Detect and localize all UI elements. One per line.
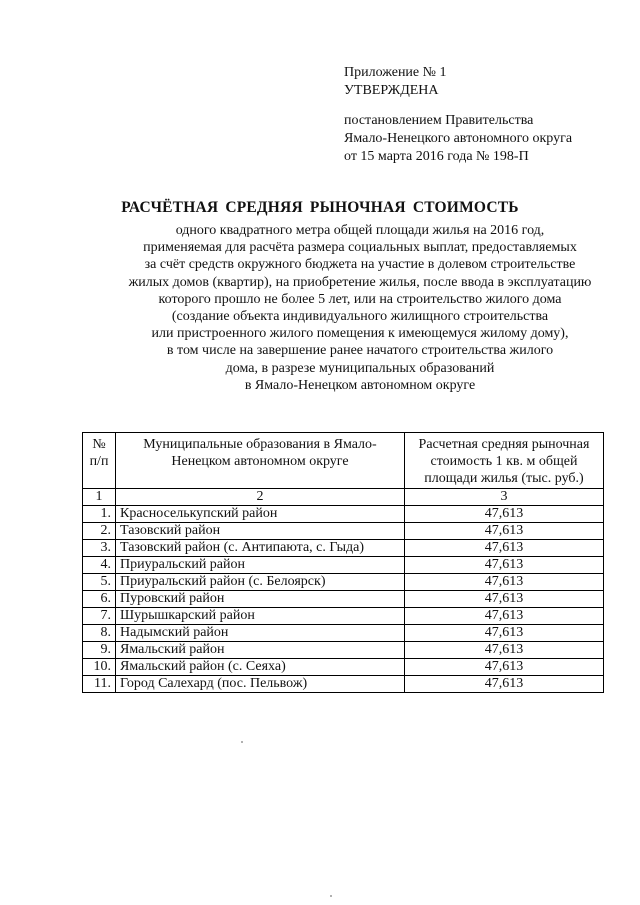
row-cost: 47,613 <box>405 591 604 608</box>
subtitle-line: одного квадратного метра общей площади жилья на 2016 год, <box>175 223 545 238</box>
table-row <box>83 540 604 557</box>
row-cost: 47,613 <box>405 523 604 540</box>
scan-speck <box>330 895 332 897</box>
subtitle-line: (создание объекта индивидуального жилищного строительства <box>171 309 549 325</box>
table-row <box>83 625 604 642</box>
table-row <box>83 557 604 574</box>
table-row <box>83 608 604 625</box>
row-cost: 47,613 <box>405 659 604 676</box>
table-row <box>83 676 604 693</box>
subtitle-line: за счёт средств окружного бюджета на участие в долевом строительстве <box>144 257 576 273</box>
row-municipality: Тазовский район (с. Антипаюта, с. Гыда) <box>116 540 405 557</box>
document-subtitle <box>60 222 640 394</box>
subtitle-line: в Ямало-Ненецком автономном округе <box>244 377 476 393</box>
row-num: 1. <box>83 506 116 523</box>
document-title: РАСЧЁТНАЯ СРЕДНЯЯ РЫНОЧНАЯ СТОИМОСТЬ <box>121 199 519 216</box>
subtitle-line: жилых домов (квартир), на приобретение жилья, после ввода в эксплуатацию <box>128 274 592 290</box>
row-municipality: Пуровский район <box>116 591 405 608</box>
row-municipality: Тазовский район <box>116 523 405 540</box>
appendix-number: Приложение № 1 <box>344 65 447 80</box>
table-row <box>83 523 604 540</box>
scan-speck <box>241 741 243 743</box>
table-row <box>83 642 604 659</box>
row-cost: 47,613 <box>405 574 604 591</box>
subtitle-line: дома, в разрезе муниципальных образований <box>225 360 495 376</box>
row-num: 9. <box>83 642 116 659</box>
row-municipality: Приуральский район <box>116 557 405 574</box>
row-municipality: Надымский район <box>116 625 405 642</box>
row-municipality: Приуральский район (с. Белоярск) <box>116 574 405 591</box>
resolution-date: от 15 марта 2016 года № 198-П <box>344 149 529 164</box>
row-cost: 47,613 <box>405 676 604 693</box>
row-cost: 47,613 <box>405 608 604 625</box>
row-num: 4. <box>83 557 116 574</box>
row-cost: 47,613 <box>405 642 604 659</box>
column-number: 1 <box>83 489 116 506</box>
row-cost: 47,613 <box>405 557 604 574</box>
government-line: Ямало-Ненецкого автономного округа <box>344 131 573 146</box>
header-num: № п/п <box>83 433 116 489</box>
row-municipality: Город Салехард (пос. Пельвож) <box>116 676 405 693</box>
row-num: 8. <box>83 625 116 642</box>
row-num: 2. <box>83 523 116 540</box>
row-municipality: Ямальский район <box>116 642 405 659</box>
row-cost: 47,613 <box>405 506 604 523</box>
column-number-row <box>83 489 604 506</box>
header-municipality: Муниципальные образования в Ямало-Ненецком автономном округе <box>116 433 405 489</box>
row-num: 7. <box>83 608 116 625</box>
subtitle-line: или пристроенного жилого помещения к имеющемуся жилому дому), <box>151 326 569 342</box>
approved-label: УТВЕРЖДЕНА <box>344 83 439 98</box>
row-municipality: Красноселькупский район <box>116 506 405 523</box>
column-number: 2 <box>116 489 405 506</box>
table-row <box>83 574 604 591</box>
row-municipality: Ямальский район (с. Сеяха) <box>116 659 405 676</box>
row-num: 6. <box>83 591 116 608</box>
approval-header <box>344 64 572 166</box>
header-cost: Расчетная средняя рыночная стоимость 1 кв. м общей площади жилья (тыс. руб.) <box>405 433 604 489</box>
table-header-row <box>83 433 604 489</box>
row-cost: 47,613 <box>405 540 604 557</box>
resolution-line: постановлением Правительства <box>344 113 534 128</box>
row-municipality: Шурышкарский район <box>116 608 405 625</box>
row-cost: 47,613 <box>405 625 604 642</box>
column-number: 3 <box>405 489 604 506</box>
subtitle-line: которого прошло не более 5 лет, или на строительство жилого дома <box>158 291 562 307</box>
subtitle-line: в том числе на завершение ранее начатого строительства жилого <box>166 343 554 359</box>
table-row <box>83 659 604 676</box>
row-num: 10. <box>83 659 116 676</box>
cost-table <box>82 432 604 693</box>
subtitle-line: применяемая для расчёта размера социальных выплат, предоставляемых <box>143 240 577 256</box>
table-row <box>83 591 604 608</box>
table-row <box>83 506 604 523</box>
row-num: 5. <box>83 574 116 591</box>
row-num: 11. <box>83 676 116 693</box>
row-num: 3. <box>83 540 116 557</box>
